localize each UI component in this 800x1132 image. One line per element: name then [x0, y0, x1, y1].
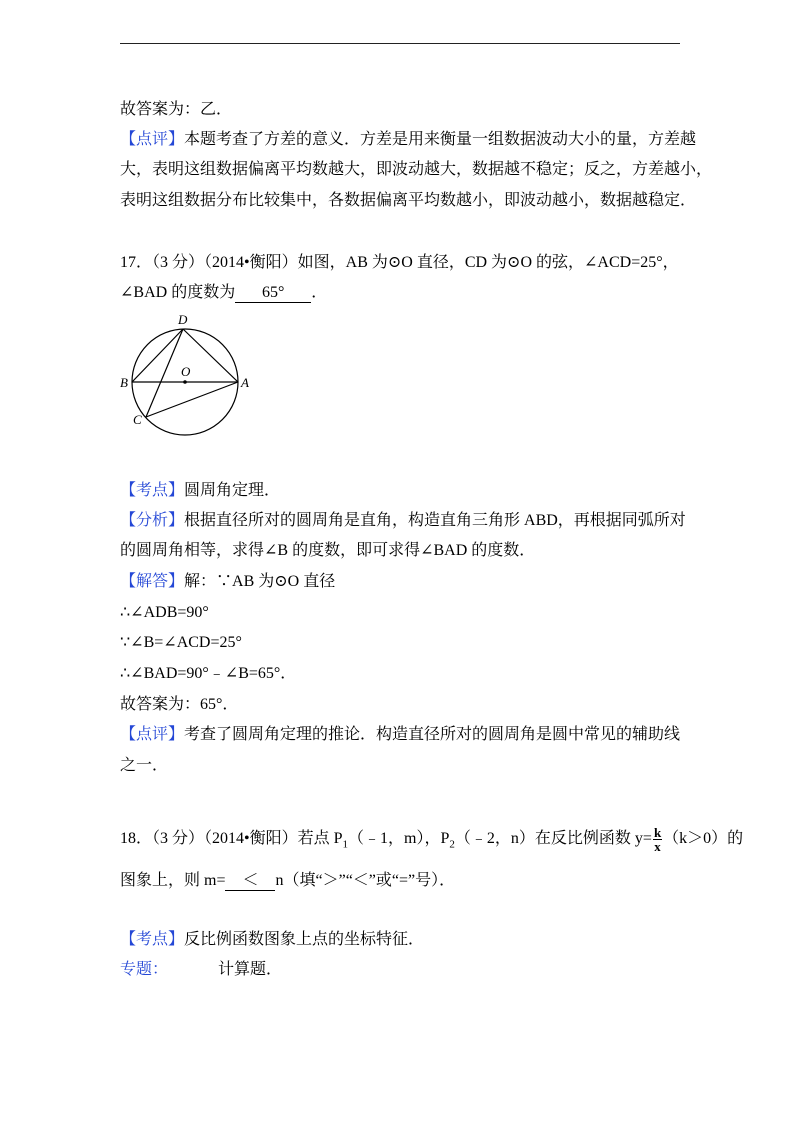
q18-answer-blank: ＜ [225, 872, 275, 891]
label-o: O [181, 364, 191, 379]
q17-solution-step-1: ∴∠ADB=90° [120, 604, 209, 621]
q18-source: （2014•衡阳） [204, 830, 298, 848]
q16-comment-line-1 [120, 130, 696, 150]
q17-solution-first [120, 572, 335, 592]
q18-stem-line-2 [120, 871, 455, 891]
q18-stem-line-1 [120, 825, 744, 854]
q18-score: （3 分） [152, 830, 205, 848]
label-c: C [133, 412, 142, 427]
segment-ca [146, 382, 238, 417]
knowledge-tag: 【考点】 [120, 931, 185, 948]
q17-stem-text: 如图，AB 为⊙O 直径，CD 为⊙O 的弦，∠ACD=25°， [297, 254, 679, 271]
q17-analysis-line-2: 的圆周角相等，求得∠B 的度数，即可求得∠BAD 的度数． [120, 542, 536, 559]
q17-circle-figure [115, 310, 255, 445]
q17-solution-step-4: 故答案为：65°． [120, 696, 239, 713]
comment-tag: 【点评】 [120, 726, 185, 743]
q17-number: 17． [120, 254, 153, 271]
q18-stem-b: （﹣1，m），P [348, 830, 450, 848]
q18-sub-2: 2 [449, 838, 455, 851]
q17-stem-line-1 [120, 253, 679, 273]
knowledge-tag: 【考点】 [120, 482, 185, 499]
q17-stem-line-2 [120, 283, 327, 303]
q17-comment-line-1 [120, 725, 680, 745]
knowledge-text: 反比例函数图象上点的坐标特征． [184, 931, 425, 948]
topic-tag: 专题： [120, 961, 169, 978]
segment-dc [146, 329, 183, 417]
q16-answer: 故答案为：乙． [120, 101, 233, 118]
header-rule [120, 43, 680, 44]
q17-solution-step-3: ∴∠BAD=90°﹣∠B=65°． [120, 665, 297, 682]
q17-knowledge [120, 481, 280, 501]
fraction-k-over-x [653, 826, 662, 853]
fraction-denominator: x [654, 839, 661, 854]
solution-text: 解：∵AB 为⊙O 直径 [184, 573, 336, 590]
q18-stem-a: 若点 P [297, 830, 343, 848]
label-a: A [241, 375, 249, 390]
q18-topic [120, 960, 282, 980]
q18-knowledge [120, 930, 424, 950]
solution-tag: 【解答】 [120, 573, 185, 590]
q17-analysis-line-1 [120, 511, 686, 531]
topic-text: 计算题． [218, 961, 283, 978]
q17-answer-blank: 65° [235, 284, 311, 303]
q17-score: （3 分） [152, 254, 205, 271]
q16-comment-line-2: 大，表明这组数据偏离平均数越大，即波动越大，数据越不稳定；反之，方差越小， [120, 161, 713, 178]
comment-text: 考查了圆周角定理的推论．构造直径所对的圆周角是圆中常见的辅助线 [184, 726, 681, 743]
q17-comment-line-2: 之一． [120, 757, 169, 774]
label-d: D [178, 312, 188, 327]
q17-source: （2014•衡阳） [204, 254, 298, 271]
segment-da [183, 329, 238, 382]
q17-solution-step-2: ∵∠B=∠ACD=25° [120, 634, 242, 651]
q17-stem-after: ． [311, 284, 328, 301]
label-b: B [120, 375, 128, 390]
knowledge-text: 圆周角定理． [184, 482, 281, 499]
q17-stem-before: ∠BAD 的度数为 [120, 284, 236, 301]
q18-line2-after: n（填“＞”“＜”或“=”号）． [275, 872, 456, 889]
center-dot [183, 380, 187, 384]
q18-stem-c: （﹣2，n）在反比例函数 y= [454, 830, 652, 848]
analysis-tag: 【分析】 [120, 512, 185, 529]
q18-line2-before: 图象上，则 m= [120, 872, 226, 889]
q18-number: 18． [120, 830, 153, 848]
comment-tag: 【点评】 [120, 131, 185, 148]
analysis-text: 根据直径所对的圆周角是直角，构造直角三角形 ABD，再根据同弧所对 [184, 512, 686, 529]
comment-text: 本题考查了方差的意义．方差是用来衡量一组数据波动大小的量，方差越 [184, 131, 697, 148]
fraction-numerator: k [653, 825, 662, 840]
q18-sub-1: 1 [342, 838, 349, 851]
q18-stem-d: （k＞0）的 [663, 830, 744, 848]
q16-comment-line-3: 表明这组数据分布比较集中，各数据偏离平均数越小，即波动越小，数据越稳定． [120, 192, 697, 209]
